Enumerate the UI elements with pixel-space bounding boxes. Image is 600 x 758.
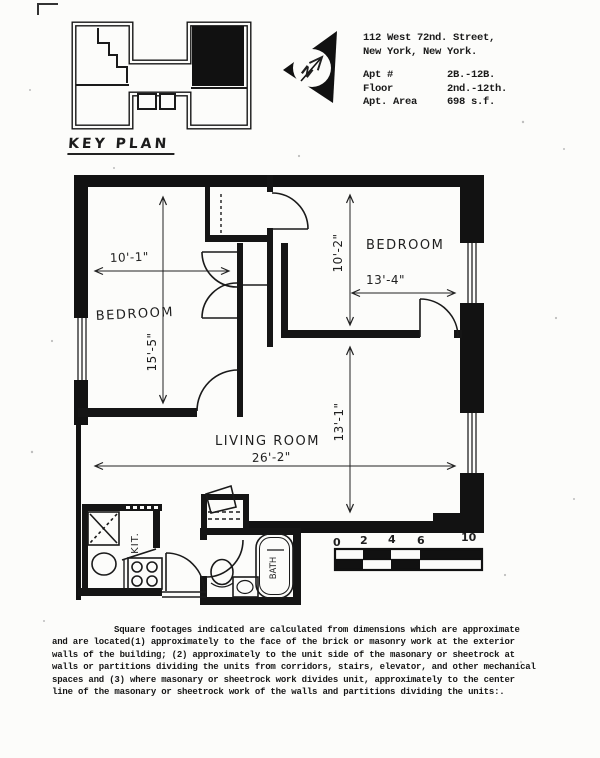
disclaimer-line: spaces and (3) where masonary or sheetrock work divides unit, approximately to the center [52, 674, 515, 685]
window-left [73, 318, 89, 380]
bedroom-left-width-dim: 10'-1" [109, 249, 150, 265]
scale-tick-10: 10 [461, 531, 477, 544]
living-room-width-dim: 26'-2" [251, 449, 292, 465]
scale-tick-2: 2 [360, 534, 368, 547]
living-room-height-dim: 13'-1" [332, 402, 346, 442]
key-plan-drawing [74, 24, 249, 127]
north-arrow [283, 31, 337, 103]
disclaimer-paragraph [52, 624, 557, 698]
kitchen-sink [92, 553, 116, 575]
floor-value: 2nd.-12th. [447, 82, 508, 95]
address-line-2: New York, New York. [363, 46, 478, 58]
apt-area-value: 698 s.f. [447, 96, 496, 108]
apt-area-row [363, 96, 573, 110]
scale-tick-0: 0 [333, 536, 341, 549]
living-room-label: LIVING ROOM [215, 434, 320, 449]
floor-row [363, 83, 573, 97]
window-right-upper [463, 243, 481, 303]
apt-number-label: Apt # [363, 69, 394, 81]
toilet [211, 560, 233, 585]
disclaimer-line: walls of the building; (2) approximately to the unit side of the masonary or sheetrock at [52, 649, 515, 660]
apartment-info [363, 69, 573, 110]
floor-label: Floor [363, 82, 394, 95]
bedroom-right-height-dim: 10'-2" [331, 233, 345, 273]
kitchen-label: KIT. [130, 532, 141, 554]
key-plan-title: KEY PLAN [67, 136, 176, 155]
bedroom-left-label: BEDROOM [95, 304, 175, 324]
apt-area-label: Apt. Area [363, 96, 418, 108]
disclaimer-line: walls or partitions dividing the units from corridors, stairs, elevator, and other mechanical [52, 662, 536, 673]
bath-fixtures [211, 534, 293, 598]
bedroom-left-height-dim: 15'-5" [145, 332, 159, 372]
header-block [363, 31, 573, 110]
apt-number-row [363, 69, 573, 83]
bath-label: BATH [269, 556, 279, 580]
address-line-1: 112 West 72nd. Street, [363, 32, 496, 44]
disclaimer-line: line of the masonary or sheetrock work of the walls and partitions dividing the units:. [52, 687, 505, 698]
disclaimer-line: Square footages indicated are calculated from dimensions which are approximate [114, 625, 520, 635]
bedroom-right-width-dim: 13'-4" [366, 273, 406, 287]
disclaimer-line: and are located(1) approximately to the face of the brick or masonry work at the exterior [52, 637, 515, 648]
bedroom-right-label: BEDROOM [366, 238, 445, 253]
north-letter: N [297, 63, 316, 82]
corner-mark [38, 4, 58, 15]
apt-number-value: 2B.-12B. [447, 69, 496, 81]
scale-tick-6: 6 [417, 534, 425, 547]
window-right-lower [463, 413, 481, 473]
scale-tick-4: 4 [388, 533, 396, 546]
scale-bar [333, 531, 482, 570]
key-plan-highlighted-unit [192, 26, 244, 86]
